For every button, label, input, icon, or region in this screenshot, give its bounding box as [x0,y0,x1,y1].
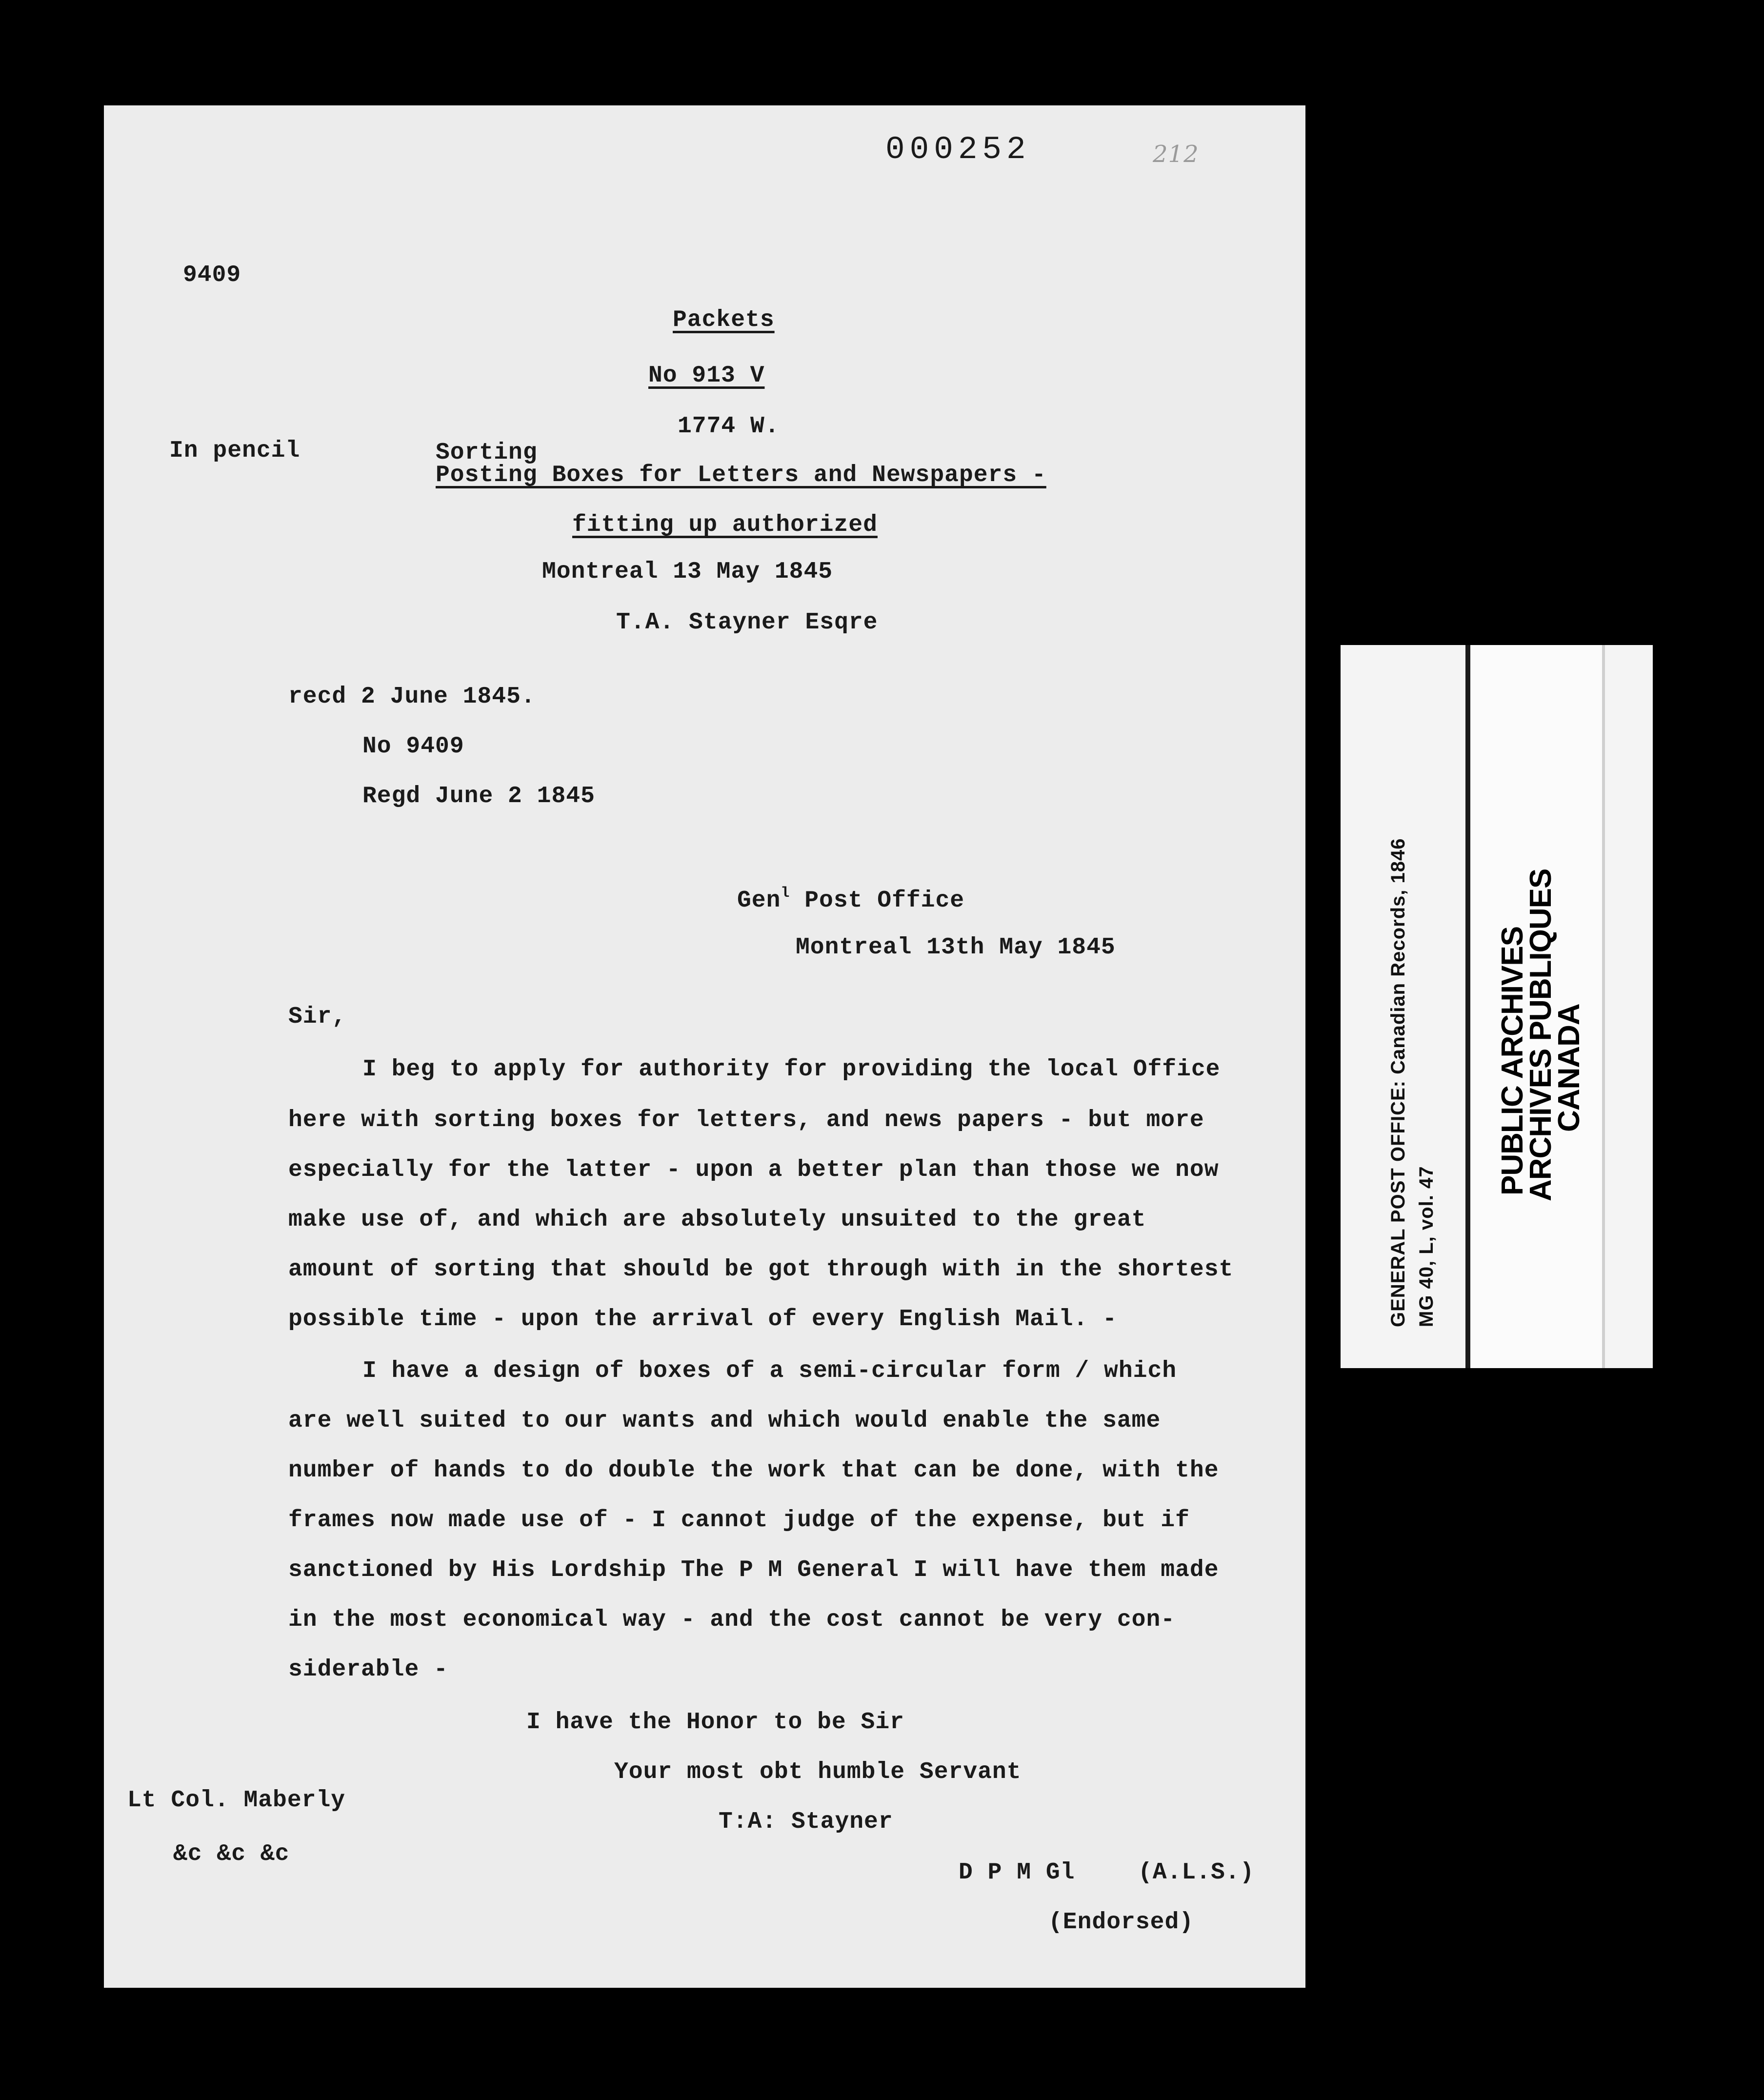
recipient-etc: &c &c &c [173,1841,290,1867]
archive-stamp-line-3: CANADA [1552,1004,1586,1132]
body-line: frames now made use of - I cannot judge of the expense, but if [288,1507,1190,1534]
registered-date: Regd June 2 1845 [362,783,595,809]
body-line: possible time - upon the arrival of every English Mail. - [288,1306,1117,1333]
body-line: in the most economical way - and the cost cannot be very con- [288,1607,1176,1633]
pencil-note-label: In pencil [169,438,301,464]
dpm-initials: D P M Gl [959,1859,1075,1886]
heading-number: No 913 V [648,363,765,389]
heading-packets: Packets [673,307,775,333]
registry-number: No 9409 [362,733,464,760]
closing-line-2: Your most obt humble Servant [614,1759,1022,1785]
archive-stamp-line-1: PUBLIC ARCHIVES [1496,926,1529,1195]
place-date: Montreal 13 May 1845 [542,559,833,585]
pencil-note-word: Sorting [436,440,538,466]
endorsed-note: (Endorsed) [1048,1909,1194,1936]
body-line: here with sorting boxes for letters, and news papers - but more [288,1107,1204,1133]
body-line: especially for the latter - upon a better plan than those we now [288,1157,1219,1183]
body-line: I beg to apply for authority for providing the local Office [362,1056,1221,1083]
received-date: recd 2 June 1845. [288,684,536,710]
als-note: (A.L.S.) [1138,1859,1255,1886]
closing-line-1: I have the Honor to be Sir [526,1709,904,1736]
addressee: T.A. Stayner Esqre [616,609,878,636]
letter-page [104,105,1305,1988]
archive-label-line-1: GENERAL POST OFFICE: Canadian Records, 1846 [1387,838,1409,1327]
subject-line-2: fitting up authorized [572,512,878,538]
stamp-number: 000252 [885,131,1031,168]
body-line: are well suited to our wants and which would enable the same [288,1408,1161,1434]
heading-reference: 1774 W. [678,413,780,440]
archive-stamp-line-2: ARCHIVES PUBLIQUES [1524,868,1558,1201]
archive-label-line-2: MG 40, L, vol. 47 [1416,1166,1437,1327]
subject-line-1: Posting Boxes for Letters and Newspapers - [436,462,1046,488]
file-number: 9409 [183,262,241,288]
letterhead-office: Gen$^l$ Post Office [737,885,965,914]
letterhead-date: Montreal 13th May 1845 [796,934,1116,961]
signature: T:A: Stayner [719,1809,893,1835]
body-line: number of hands to do double the work that can be done, with the [288,1457,1219,1484]
body-line: I have a design of boxes of a semi-circular form / which [362,1358,1177,1384]
body-line: sanctioned by His Lordship The P M General I will have them made [288,1557,1219,1583]
salutation: Sir, [288,1004,347,1030]
handwritten-page-number: 212 [1153,141,1199,168]
body-line: siderable - [288,1656,448,1683]
recipient-name: Lt Col. Maberly [127,1787,346,1814]
body-line: amount of sorting that should be got through with in the shortest [288,1256,1234,1283]
body-line: make use of, and which are absolutely unsuited to the great [288,1207,1146,1233]
